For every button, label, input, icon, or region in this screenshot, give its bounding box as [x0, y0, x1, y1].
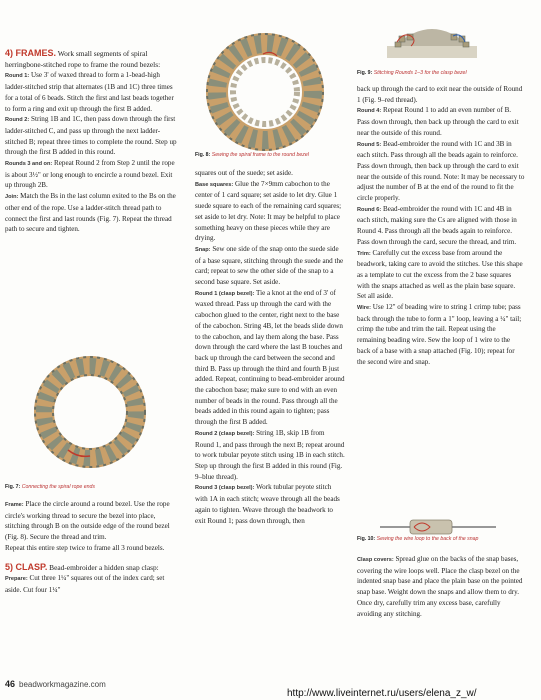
fig-10-caption: Fig. 10: Sewing the wire loop to the back of the snap	[357, 536, 479, 542]
column-1-lower	[5, 499, 178, 596]
suede-text: squares out of the suede; set aside.	[195, 169, 293, 177]
frame-text: Frame: Place the circle around a round bezel. Use the rope circle's working thread to secure the bezel into place, stitching through B on the outside edge of the round bezel (Fig. 8). Secure the thread and trim.	[5, 500, 170, 542]
round-1-text: Round 1: Use 3' of waxed thread to form a 1-bead-high ladder-stitched strip that alternates (1B and 1C) three times for a total of 6 beads. Stitch the first and last beads together to form a ring and exit up through the first B added.	[5, 71, 174, 113]
page-number: 46	[5, 679, 16, 689]
repeat-text: Repeat this entire step twice to frame all 3 round bezels.	[5, 543, 165, 552]
clasp-paragraph: 5) CLASP. Bead-embroider a hidden snap clasp:	[5, 561, 159, 572]
frames-heading: 4) FRAMES.	[5, 48, 57, 58]
fig-8-caption: Fig. 8: Sewing the spiral frame to the round bezel	[195, 152, 309, 158]
fig-9-caption: Fig. 9: Stitching Rounds 1–3 for the clasp bezel	[357, 70, 467, 76]
fig-7-caption: Fig. 7: Connecting the spiral rope ends	[5, 484, 95, 490]
fig-7-illustration	[28, 350, 153, 480]
clasp-round-1-text: Round 1 (clasp bezel): Tie a knot at the end of 3' of waxed thread. Pass up through the card with the cabochon glued to the center, right next to the base of the cabochon. String 4B, let the beads slide down to the cabochon, and lay them along the base. Pass down through the card where the last B touches and back up through the card between the second and third B. Pass up through the third and fourth B just added. Repeat, continuing to bead-embroider around the cabochon base; make sure to end with an even number of beads in the round. Pass through all the beads added in this round again to tighten; pass through the first B added.	[195, 288, 345, 427]
prepare-text: Prepare: Cut three 1¼" squares out of the index card; set aside. Cut four 1¼"	[5, 574, 165, 594]
watermark-url: http://www.liveinternet.ru/users/elena_z_w/	[287, 688, 477, 699]
column-2	[195, 168, 345, 526]
round-3-text: Rounds 3 and on: Repeat Round 2 from Step 2 until the rope is about 3½" or long enough to encircle a round bezel. Exit up through 2B.	[5, 159, 175, 190]
join-text: Join: Match the Bs in the last column exited to the Bs on the other end of the rope. Use a ladder-stitch thread path to connect the first and last rounds (Fig. 7). Repeat the thread path to secure and tighten.	[5, 192, 176, 234]
round-4-text: Round 4: Repeat Round 1 to add an even number of B. Pass down through, then back up through the card to exit near the outside of this round.	[357, 106, 519, 137]
base-squares-text: Base squares: Glue the 7×9mm cabochon to the center of 1 card square; set aside to let dry. Glue 1 suede square to each of the remaining card squares; set aside to let dry. Note: It may be helpful to place something heavy on these pieces while they are drying.	[195, 179, 342, 243]
frames-paragraph: 4) FRAMES. Work small segments of spiral herringbone-stitched rope to frame the round bezels:	[5, 48, 161, 69]
round-2-text: Round 2: String 1B and 1C, then pass down through the first ladder-stitched C, and pass up through the next ladder-stitched B; repeat three times to complete the round. Step up through the first B added in this round.	[5, 115, 177, 157]
round-6-text: Round 6: Bead-embroider the round with 1C and 4B in each stitch, making sure the Cs are aligned with those in Round 4. Pass through all the beads again to reinforce. Pass down through the card, secure the thread, and trim.	[357, 204, 517, 246]
card-exit-text: back up through the card to exit near the outside of Round 1 (Fig. 9–red thread).	[357, 85, 523, 104]
site-name: beadworkmagazine.com	[19, 680, 106, 689]
clasp-covers-text: Clasp covers: Spread glue on the backs of the snap bases, covering the wire loops well. Place the clasp bezel on the indented snap base and place the plain base on the pointed snap base. Weight down the snaps and allow them to dry. Once dry, carefully trim any excess base, carefully avoiding any stitching.	[357, 555, 523, 618]
column-3	[357, 84, 525, 367]
column-1	[5, 48, 178, 235]
fig-8-illustration	[203, 30, 328, 160]
column-3-lower	[357, 554, 525, 619]
clasp-round-3-text: Round 3 (clasp bezel): Work tubular peyote stitch with 1A in each stitch; weave through all the beads again to tighten. Weave through the beadwork to exit Round 1; pass down through, then	[195, 483, 340, 525]
clasp-heading: 5) CLASP.	[5, 561, 48, 572]
trim-text: Trim: Carefully cut the excess base from around the beadwork, taking care to avoid the stitches. Use this shape as a template to cut the excess from the 2 base squares with the snaps attached as well as the plain base square. Set all aside.	[357, 248, 523, 301]
fig-9-illustration	[385, 2, 480, 69]
round-5-text: Round 5: Bead-embroider the round with 1C and 3B in each stitch. Pass through all the beads again to reinforce. Pass down through, then back up through the card to exit near the outside of this round. Note: It may be necessary to adjust the number of B at the end of the round to fit the circle properly.	[357, 139, 525, 203]
wire-text: Wire: Use 12" of beading wire to string 1 crimp tube; pass back through the tube to form a 1" loop, leaving a ¼" tail; crimp the tube and trim the tail. Repeat using the remaining beading wire. Sew the loop of 1 wire to the back of a base with a snap attached (Fig. 10); repeat for the second wire and snap.	[357, 303, 522, 366]
page-footer	[5, 679, 106, 689]
clasp-round-2-text: Round 2 (clasp bezel): String 1B, skip 1B from Round 1, and pass through the next B; repeat around to work tubular peyote stitch using 1B in each stitch. Step up through the first B added in this round (Fig. 9–blue thread).	[195, 428, 345, 481]
snap-text: Snap: Sew one side of the snap onto the suede side of a base square, stitching through the suede and the card; repeat to sew the other side of the snap to a second base square. Set aside.	[195, 244, 344, 287]
